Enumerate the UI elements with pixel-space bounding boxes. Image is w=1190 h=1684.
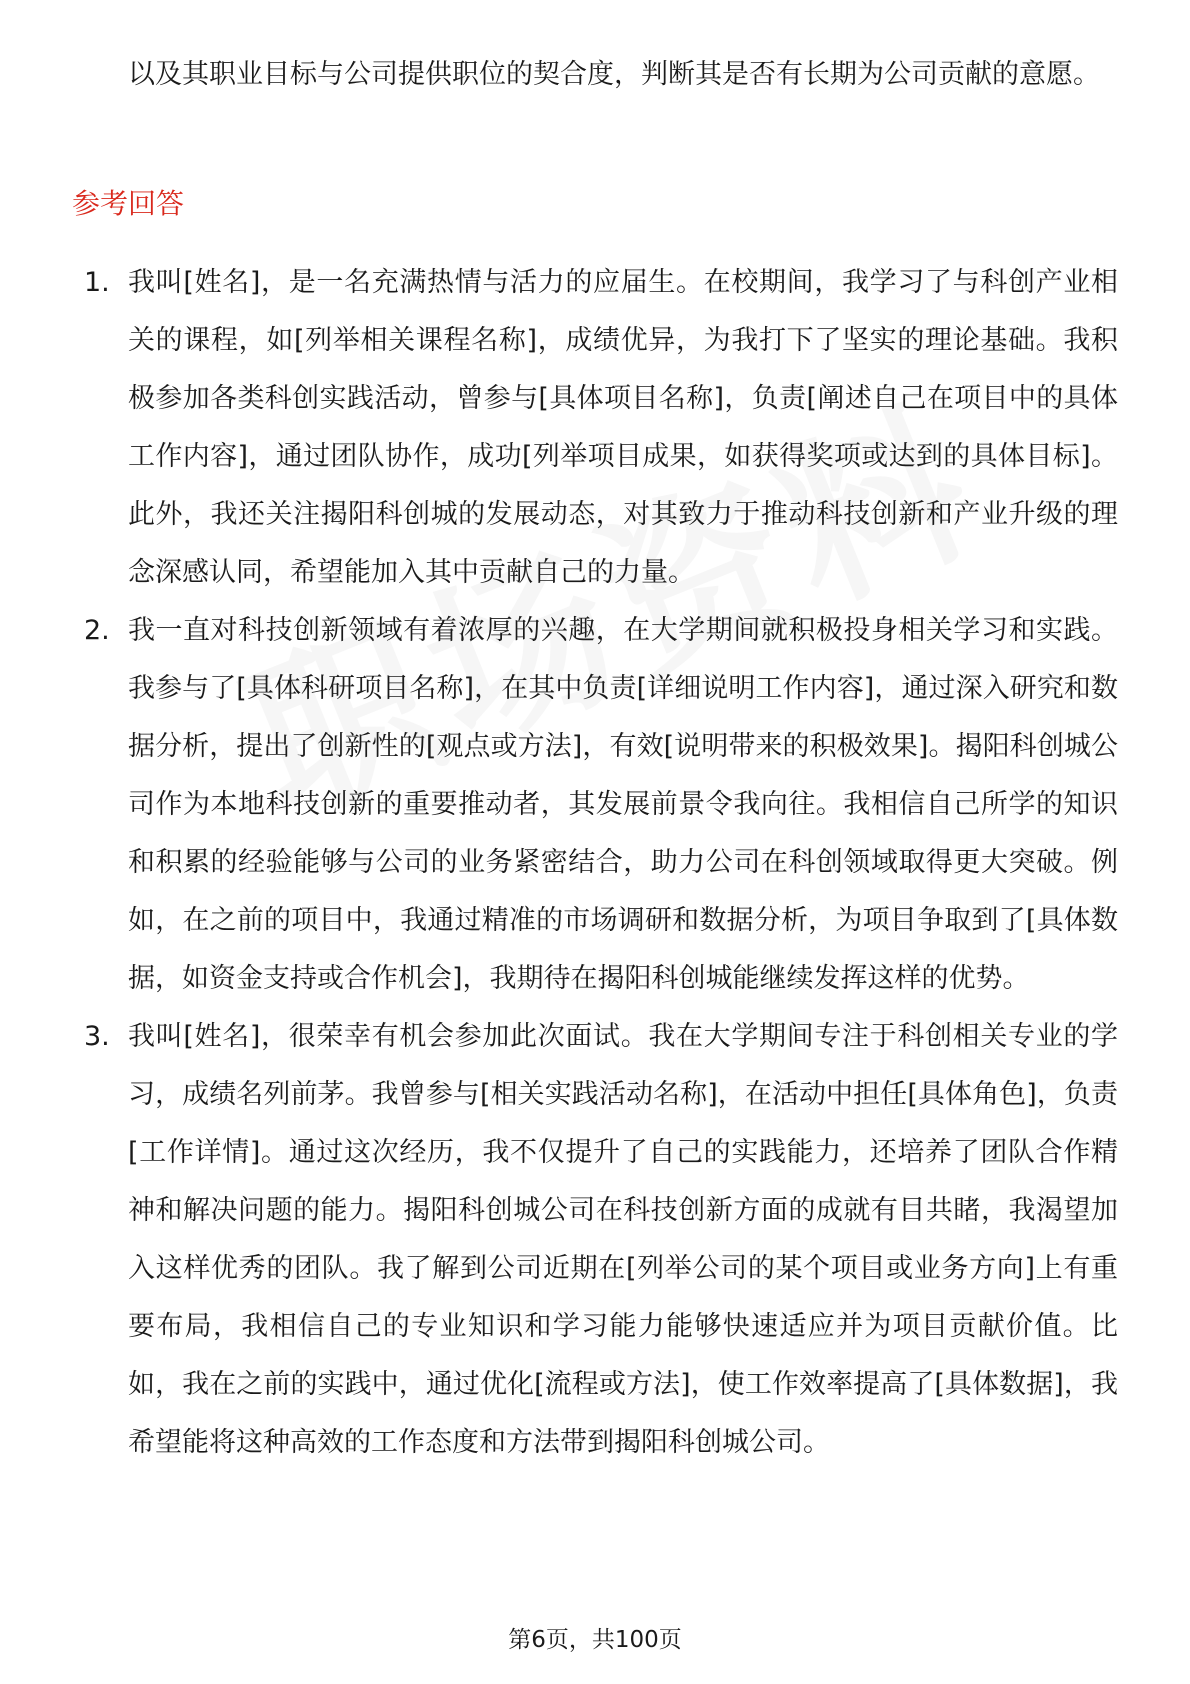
answer-number: 1. — [84, 267, 110, 298]
answer-number: 2. — [84, 615, 110, 646]
answer-text: 我一直对科技创新领域有着浓厚的兴趣，在大学期间就积极投身相关学习和实践。我参与了[具体科研项目名称]，在其中负责[详细说明工作内容]，通过深入研究和数据分析，提出了创新性的[观点或方法]，有效[说明带来的积极效果]。揭阳科创城公司作为本地科技创新的重要推动者，其发展前景令我向往。我相信自己所学的知识和积累的经验能够与公司的业务紧密结合，助力公司在科创领域取得更大突破。例如，在之前的项目中，我通过精准的市场调研和数据分析，为项目争取到了[具体数据，如资金支持或合作机会]，我期待在揭阳科创城能继续发挥这样的优势。 — [128, 615, 1118, 994]
answer-list — [84, 254, 1118, 1472]
section-title: 参考回答 — [72, 187, 185, 220]
answer-text: 我叫[姓名]，是一名充满热情与活力的应届生。在校期间，我学习了与科创产业相关的课程，如[列举相关课程名称]，成绩优异，为我打下了坚实的理论基础。我积极参加各类科创实践活动，曾参与[具体项目名称]，负责[阐述自己在项目中的具体工作内容]，通过团队协作，成功[列举项目成果，如获得奖项或达到的具体目标]。此外，我还关注揭阳科创城的发展动态，对其致力于推动科技创新和产业升级的理念深感认同，希望能加入其中贡献自己的力量。 — [128, 267, 1118, 588]
answer-number: 3. — [84, 1021, 110, 1052]
answer-text: 我叫[姓名]，很荣幸有机会参加此次面试。我在大学期间专注于科创相关专业的学习，成绩名列前茅。我曾参与[相关实践活动名称]，在活动中担任[具体角色]，负责[工作详情]。通过这次经历，我不仅提升了自己的实践能力，还培养了团队合作精神和解决问题的能力。揭阳科创城公司在科技创新方面的成就有目共睹，我渴望加入这样优秀的团队。我了解到公司近期在[列举公司的某个项目或业务方向]上有重要布局，我相信自己的专业知识和学习能力能够快速适应并为项目贡献价值。比如，我在之前的实践中，通过优化[流程或方法]，使工作效率提高了[具体数据]，我希望能将这种高效的工作态度和方法带到揭阳科创城公司。 — [128, 1021, 1118, 1458]
answer-item — [84, 602, 1118, 1008]
answer-item — [84, 254, 1118, 602]
page-footer: 第6页，共100页 — [508, 1627, 682, 1653]
answer-item — [84, 1008, 1118, 1472]
intro-paragraph: 以及其职业目标与公司提供职位的契合度，判断其是否有长期为公司贡献的意愿。 — [128, 59, 1100, 90]
